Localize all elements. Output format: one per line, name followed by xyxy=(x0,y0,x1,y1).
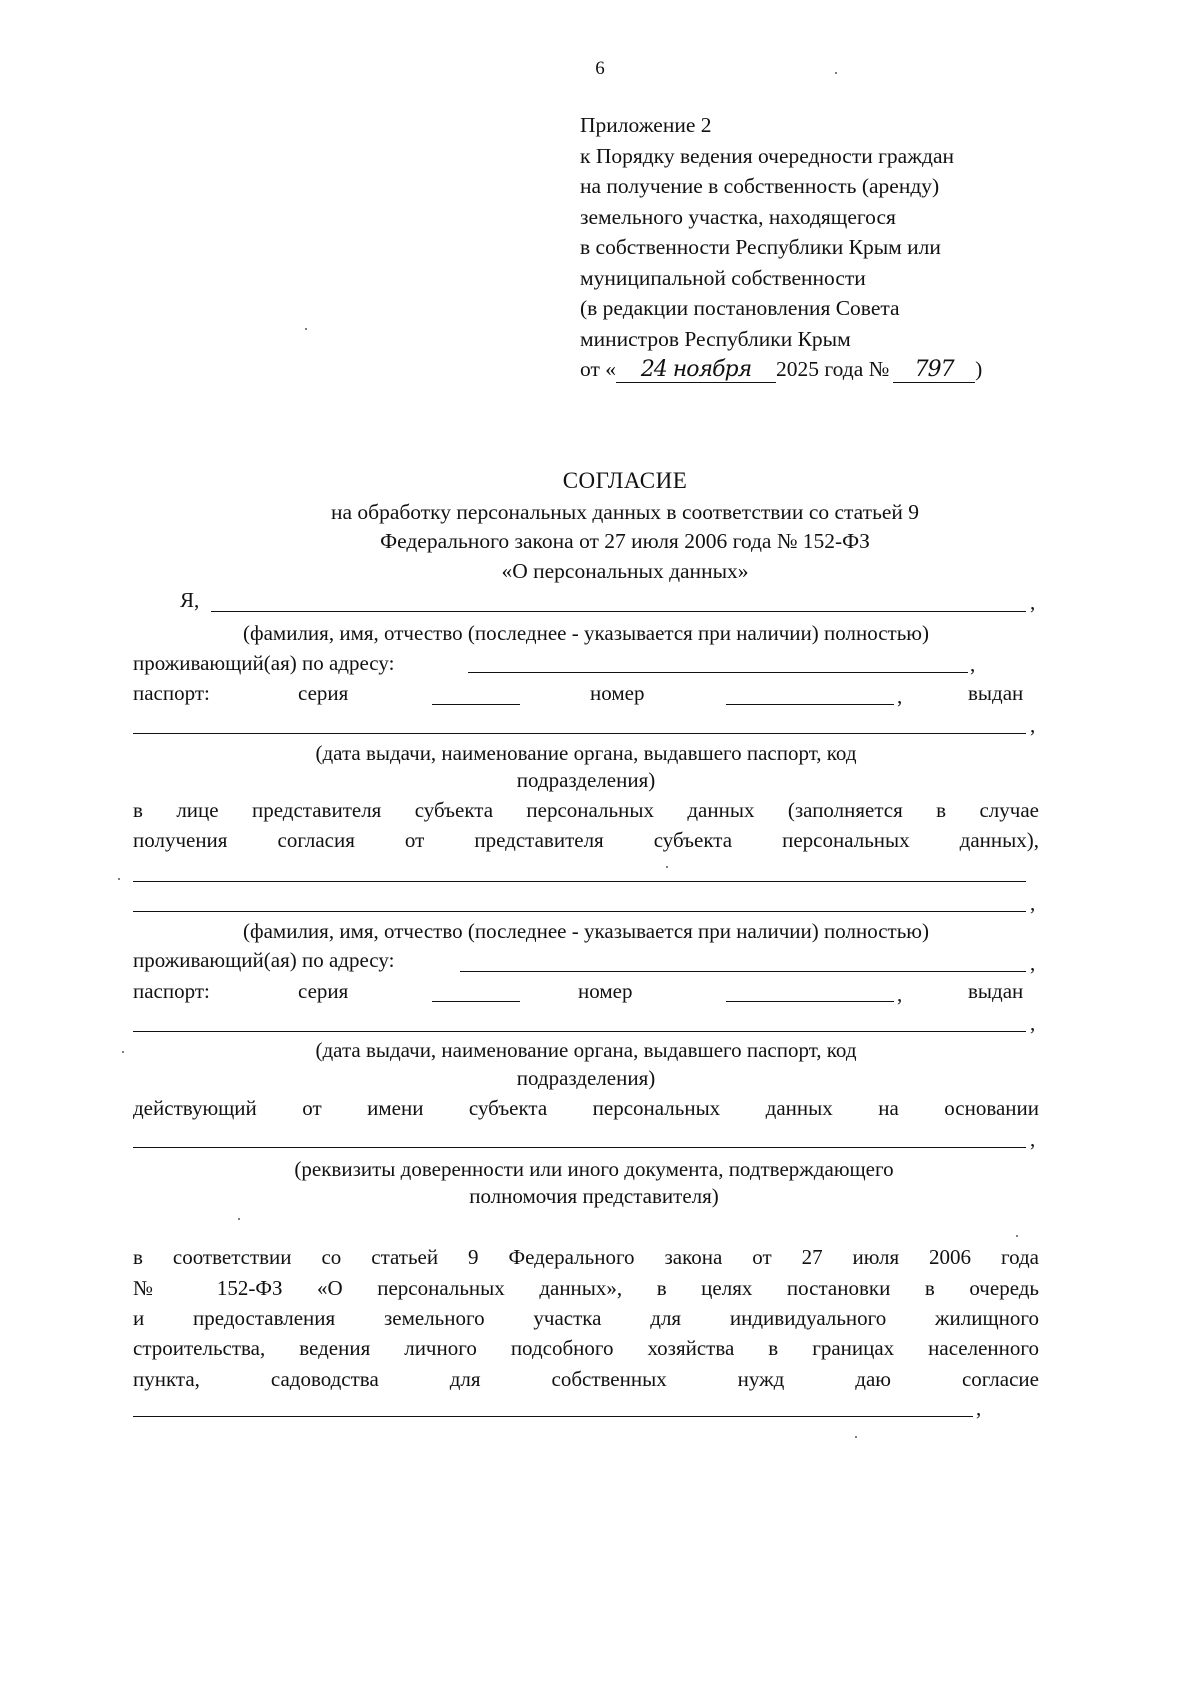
consent-text: № 152-ФЗ «О персональных данных», в целях постановки в очередь xyxy=(133,1276,1039,1300)
appendix-line: министров Республики Крым xyxy=(580,326,851,351)
issued-caption: подразделения) xyxy=(516,768,656,792)
comma: , xyxy=(1030,891,1036,915)
handwritten-date: 24 ноября xyxy=(616,358,776,383)
date-suffix: 2025 года № xyxy=(776,357,890,381)
appendix-line: Приложение 2 xyxy=(580,113,712,137)
number-field[interactable] xyxy=(726,1001,894,1002)
comma: , xyxy=(1030,1127,1036,1151)
issued-by-field[interactable] xyxy=(133,1031,1026,1032)
page-number: 6 xyxy=(595,58,605,79)
acting-text: действующий от имени субъекта персональных данных на основании xyxy=(133,1096,1039,1120)
consent-text: и предоставления земельного участка для индивидуального жилищного xyxy=(133,1306,1039,1330)
subtitle-line: на обработку персональных данных в соответствии со статьей 9 xyxy=(330,500,920,524)
series-field[interactable] xyxy=(432,1001,520,1002)
address-label: проживающий(ая) по адресу: xyxy=(133,651,395,675)
consent-text: строительства, ведения личного подсобного хозяйства в границах населенного xyxy=(133,1336,1039,1360)
consent-text: в соответствии со статьей 9 Федерального закона от 27 июля 2006 года xyxy=(133,1245,1039,1269)
issued-caption: (дата выдачи, наименование органа, выдавшего паспорт, код xyxy=(315,1038,857,1062)
scan-speck xyxy=(835,72,837,74)
appendix-line: в собственности Республики Крым или xyxy=(580,235,941,259)
series-label: серия xyxy=(298,681,349,705)
comma: , xyxy=(1030,713,1036,737)
comma: , xyxy=(897,684,903,708)
issued-caption: подразделения) xyxy=(516,1066,656,1090)
comma: , xyxy=(976,1396,982,1420)
subtitle-line: «О персональных данных» xyxy=(501,559,749,583)
scan-speck xyxy=(238,1218,240,1220)
scan-speck xyxy=(666,866,668,868)
number-label: номер xyxy=(590,681,645,705)
representative-text: в лице представителя субъекта персональных данных (заполняется в случае xyxy=(133,798,1039,822)
scan-speck xyxy=(855,1436,857,1438)
appendix-line: к Порядку ведения очередности граждан xyxy=(580,143,955,168)
comma: , xyxy=(1030,590,1036,614)
comma: , xyxy=(1030,1011,1036,1035)
scan-speck xyxy=(305,328,307,330)
appendix-line: на получение в собственность (аренду) xyxy=(580,174,940,198)
consent-text: пункта, садоводства для собственных нужд даю согласие xyxy=(133,1367,1039,1391)
handwritten-number: 797 xyxy=(893,358,975,383)
address-field[interactable] xyxy=(468,672,968,673)
closing-paren: ) xyxy=(975,357,983,381)
series-label: серия xyxy=(298,979,349,1003)
ya-label: Я, xyxy=(180,588,200,612)
appendix-date-line xyxy=(580,354,982,385)
representative-field[interactable] xyxy=(133,881,1026,882)
representative-text: получения согласия от представителя субъекта персональных данных), xyxy=(133,828,1039,852)
series-field[interactable] xyxy=(432,704,520,705)
fio-caption: (фамилия, имя, отчество (последнее - указывается при наличии) полностью) xyxy=(243,919,929,943)
comma: , xyxy=(1030,951,1036,975)
date-prefix: от « xyxy=(580,357,616,381)
comma: , xyxy=(970,652,976,676)
representative-field[interactable] xyxy=(133,911,1026,912)
scan-speck xyxy=(122,1051,124,1053)
comma: , xyxy=(897,982,903,1006)
scan-speck xyxy=(118,878,120,880)
address-field[interactable] xyxy=(460,971,1026,972)
address-label: проживающий(ая) по адресу: xyxy=(133,948,395,972)
issued-by-field[interactable] xyxy=(133,733,1026,734)
appendix-block xyxy=(580,110,982,385)
fio-field[interactable] xyxy=(211,611,1026,612)
issued-label: выдан xyxy=(968,681,1024,705)
proxy-caption: полномочия представителя) xyxy=(469,1184,719,1208)
issued-label: выдан xyxy=(968,979,1024,1003)
passport-label: паспорт: xyxy=(133,681,210,705)
scan-speck xyxy=(1016,1235,1018,1237)
proxy-document-field[interactable] xyxy=(133,1147,1026,1148)
fio-caption: (фамилия, имя, отчество (последнее - указывается при наличии) полностью) xyxy=(243,621,929,645)
consent-field[interactable] xyxy=(133,1416,973,1417)
passport-label: паспорт: xyxy=(133,979,210,1003)
number-label: номер xyxy=(578,979,633,1003)
issued-caption: (дата выдачи, наименование органа, выдавшего паспорт, код xyxy=(315,741,857,765)
appendix-line: (в редакции постановления Совета xyxy=(580,296,900,320)
document-title: СОГЛАСИЕ xyxy=(562,468,688,493)
appendix-line: земельного участка, находящегося xyxy=(580,204,896,229)
proxy-caption: (реквизиты доверенности или иного документа, подтверждающего xyxy=(294,1157,894,1181)
number-field[interactable] xyxy=(726,704,894,705)
subtitle-line: Федерального закона от 27 июля 2006 года № 152-ФЗ xyxy=(380,529,870,553)
appendix-line: муниципальной собственности xyxy=(580,265,866,290)
